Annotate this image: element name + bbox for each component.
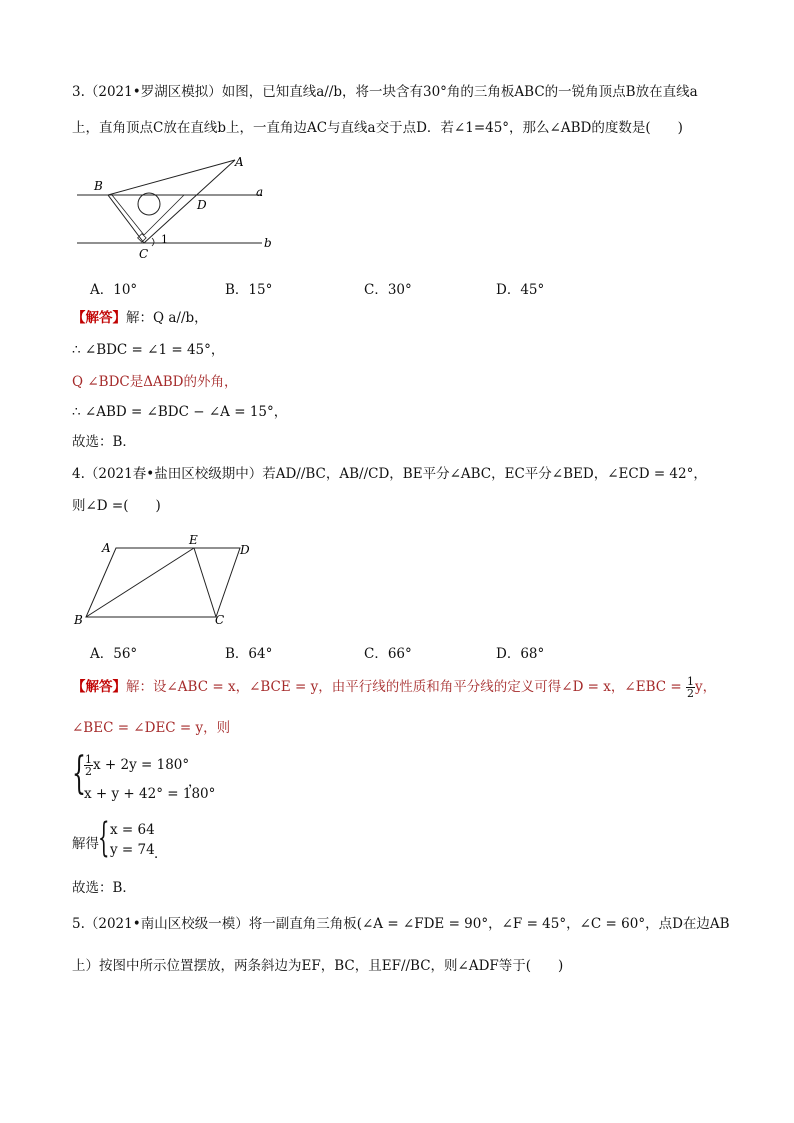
q5-stem-line2: 上）按图中所示位置摆放，两条斜边为EF，BC，且EF//BC，则∠ADF等于( ) [72,958,564,974]
label-B: B [94,179,103,193]
triangle-abc [108,160,235,243]
equation-2: x + y + 42° = 180° [84,786,216,802]
label-B: B [74,613,83,627]
q4-answer-line2: ∠BEC = ∠DEC = y，则 [72,720,231,736]
fraction-one-half: $\frac{1}{2}$ [686,675,694,700]
label-C: C [139,247,149,261]
q4-stem-line2: 则∠D =( ) [72,498,161,514]
label-E: E [189,533,198,547]
label-A: A [102,541,111,555]
segment-be [86,548,194,617]
q3-option-b: B．15° [225,282,273,298]
q3-stem-line1: 3.（2021•罗湖区模拟）如图，已知直线a//b，将一块含有30°角的三角板ABC的一锐角顶点B放在直线a [72,84,698,100]
angle-1-arc [152,238,154,246]
q3-answer-line4: ∴ ∠ABD = ∠BDC − ∠A = 15°， [72,404,288,420]
q4-figure [72,532,262,632]
solution-y: y = 74 [110,842,155,858]
q4-ans1a: 解：设∠ABC = x，∠BCE = y，由平行线的性质和角平分线的定义可得∠D = x，∠EBC = [126,679,682,695]
q4-answer-line5: 故选：B． [72,880,136,896]
q4-option-b: B．64° [225,646,273,662]
q4-answer-line1 [72,676,716,699]
q3-option-a: A．10° [90,282,138,298]
q4-stem-line1: 4.（2021春•盐田区校级期中）若AD//BC，AB//CD，BE平分∠ABC，EC平分∠BED，∠ECD = 42°， [72,466,707,482]
q4-equation-system: { $\frac{1}{2}$ x + 2y = 180° x + y + 42° = 180° ， [72,748,216,802]
triangle-hole [138,193,160,215]
parallelogram-abcd [86,548,240,617]
label-D: D [197,198,207,212]
q4-solution: 解得 { x = 64 y = 74 ． [72,815,168,862]
segment-ec [194,548,216,617]
q3-figure [72,152,312,262]
label-A: A [235,155,244,169]
q3-answer-line2: ∴ ∠BDC = ∠1 = 45°， [72,342,225,358]
solution-x: x = 64 [110,822,155,838]
label-C: C [215,613,225,627]
equation-1: $\frac{1}{2}$ x + 2y = 180° [85,753,190,778]
q4-option-d: D．68° [496,646,545,662]
label-D: D [240,543,250,557]
q3-answer-line1 [72,308,208,328]
q3-option-d: D．45° [496,282,545,298]
q4-ans1b: y， [694,679,717,695]
equation-comma: ， [188,774,202,790]
q4-option-a: A．56° [90,646,138,662]
q3-ans1: 解：Q a//b， [126,310,208,326]
label-1: 1 [161,233,168,246]
label-a: a [256,185,264,199]
q3-answer-line3: Q ∠BDC是ΔABD的外角， [72,374,238,390]
solution-tail: ． [154,846,168,862]
triangle-inner-edge [112,195,144,235]
q3-stem-line2: 上，直角顶点C放在直线b上，一直角边AC与直线a交于点D．若∠1=45°，那么∠ABD的度数是( ) [72,120,683,136]
answer-tag: 【解答】 [72,310,126,326]
q3-option-c: C．30° [364,282,412,298]
label-b: b [264,236,272,250]
answer-tag: 【解答】 [72,679,126,695]
q3-answer-line5: 故选：B． [72,434,136,450]
q5-stem-line1: 5.（2021•南山区校级一模）将一副直角三角板(∠A = ∠FDE = 90°，∠F = 45°，∠C = 60°，点D在边AB [72,916,730,932]
q4-option-c: C．66° [364,646,412,662]
